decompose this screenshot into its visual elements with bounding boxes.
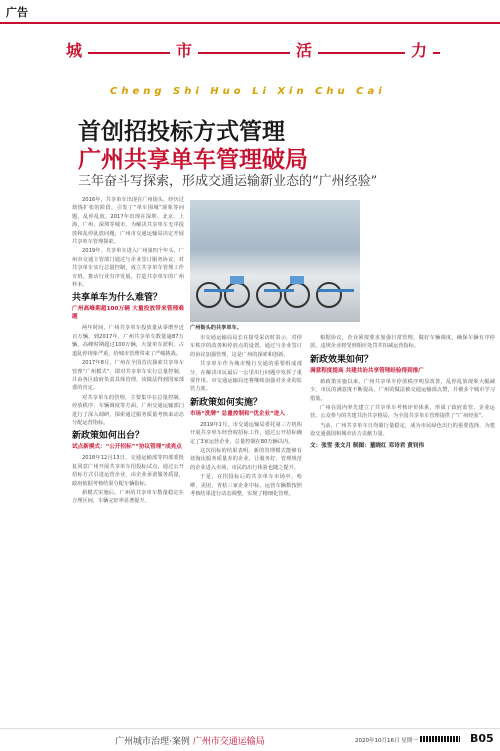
bike-frame [318, 289, 354, 292]
barcode-icon [420, 736, 460, 742]
banner-pinyin: Cheng Shi Huo Li Xin Chu Cai [110, 86, 386, 97]
bike-frame [264, 289, 294, 292]
paragraph: 市交通运输局局长在接受采访时表示，对停车秩序的改善和停放点的设置，通过与企业签订的协议加强管理，这是广州的探索和创新。 [190, 335, 302, 358]
banner-title [60, 38, 440, 68]
paragraph: 新政策实施以来，广州共享单车停放秩序明显改善，乱停乱放现象大幅减少，市民的满意度不断提高，广州的做法被交通运输部点赞，并被多个城市学习借鉴。 [310, 378, 495, 402]
banner-char: 活 [290, 38, 318, 61]
article-column-1 [72, 196, 184, 726]
headline-sub: 三年奋斗写探索，形成交通运输新业态的“广州经验” [78, 174, 378, 189]
paragraph: 2019年1月，市交通运输局委托第三方机构开展共享单车经营权招标工作，通过公开招标确定了3家运营企业，总量控制在80万辆以内。 [190, 421, 302, 445]
paragraph: 2018年12月13日，交通运输部等四部委批复同意广州开展共享单车招投标试点，通过公开招标方式引进运营企业，由企业承诺服务质量，政府依据考核结果分配车辆指标。 [72, 455, 184, 487]
bike-wheel [284, 282, 310, 308]
section-heading: 新政策如何出台？ [72, 431, 145, 442]
section-heading: 新政效果如何？ [310, 354, 374, 365]
paragraph: 对共享单车的管理，主要集中在总量控制、停放秩序、车辆调度等方面。广州交通运输部门进行了深入调研，探索通过服务质量考核来动态分配运营指标。 [72, 394, 184, 426]
paragraph: 共享单车作为城市慢行交通的重要组成部分，在解决市民最后一公里出行问题中发挥了重要作用。市交通运输局还将继续加强对企业的监管力度。 [190, 361, 302, 393]
section-subheading: 试点新模式：“公开招标”“协议管理”成亮点 [72, 444, 182, 451]
bike-basket [230, 276, 244, 284]
footer-section [115, 734, 265, 747]
bike-basket [290, 276, 304, 284]
banner-rule [60, 52, 440, 54]
section-subheading: 市场“洗牌” 总量控制和“优企业”进入 [190, 410, 285, 417]
footer-left-text: 广州城市治理·案例 [115, 737, 190, 747]
section-heading: 新政策如何实施？ [190, 397, 263, 408]
paragraph: 2016年，共享单车出现在广州街头，经历过烧钱扩张的阶段，引发了“单车围城”现象等问题，乱停乱放。2017年出现在深圳、北京、上海、广州、深圳等城市，为解决共享单车无序投放和乱停乱放问题，广州市交通运输局决定开展共享单车管理探索。 [72, 197, 184, 246]
section-subheading: 广州高峰期超100万辆 大量投放带来管理难题 [72, 306, 184, 321]
paragraph: 广州在国内率先建立了共享单车考核评价体系，形成了政府监管、企业运营、公众参与的共建共治共享格局，为全国共享单车管理提供了“广州经验”。 [310, 405, 495, 420]
headline-line-1: 首创招投标方式管理 [78, 118, 285, 145]
byline: 文：张雪 张文月 制图：董晓红 邓诗君 黄钊伟 [310, 442, 425, 449]
paragraph: 两年时间，广州共享单车投放量从零增至近百万辆。到2017年，广州共享单车数量逾87万辆，高峰时期超过100万辆，大量单车淤积，占道乱停现象严重，给城市管理带来了严峻挑战。 [72, 325, 184, 357]
bike-wheel [256, 282, 282, 308]
footer-right-text: 广州市交通运输局 [192, 737, 265, 747]
footer-date: 2020年10月16日 星期一 [355, 738, 418, 744]
banner-char: 市 [170, 38, 198, 61]
headline-line-2: 广州共享单车管理破局 [78, 146, 308, 173]
top-strip [0, 0, 500, 24]
section-subheading: 满意程度提高 共建共治共享管理经验得到推广 [310, 367, 424, 374]
banner-char: 力 [405, 38, 433, 61]
paragraph: 新模式实施后，广州的共享单车数量稳定在合理区间，车辆完好率显著提升。 [72, 489, 184, 505]
ad-label: 广告 [6, 6, 28, 19]
page-footer [0, 728, 500, 751]
bike-wheel [224, 282, 250, 308]
paragraph: 2019年，共享单车进入广州第四个年头，广州市交通主管部门通过与企业签订服务协议，对共享单车实行总量控制，成立共享单车管理工作专班，推动行业有序发展，打造共享单车的广州样本。 [72, 248, 184, 289]
section-heading: 共享单车为什么难管？ [72, 293, 163, 304]
paragraph: 于是，在招投标后的共享单车市场中，哈啰、美团、青桔三家企业中标，运营车辆数按照考核结果进行动态调整，实现了精细化管理。 [190, 474, 302, 498]
article-column-2 [190, 334, 302, 726]
paragraph: 这次招标的结果表明，新的管理模式能够有效淘汰服务质量差的企业，让服务好、管理规范的企业进入市场，市民的出行体验也随之提升。 [190, 448, 302, 471]
bicycle-photo [190, 200, 360, 322]
paragraph: 当前，广州共享单车日均骑行量稳定，成为市民绿色出行的重要选择，为建设交通强国和城市活力贡献力量。 [310, 422, 495, 438]
banner [0, 24, 500, 108]
banner-char: 城 [60, 38, 88, 61]
page-number: B05 [470, 732, 494, 745]
bike-wheel [196, 282, 222, 308]
bike-frame [204, 289, 234, 292]
paragraph: 根据协议，企业须按要求加强日常管理，做好车辆调度，确保车辆有序停放，违规企业将受到相应处罚并扣减运营指标。 [310, 335, 495, 350]
paragraph: 2017年8月，广州在全国首次探索共享单车管理“广州模式”，即对共享单车实行总量控制，并由各区政府负责具体管理，该做法得到国家部委的肯定。 [72, 360, 184, 392]
photo-caption: 广州街头的共享单车。 [190, 325, 242, 331]
article-column-3 [310, 334, 495, 726]
bike-wheel [316, 282, 342, 308]
